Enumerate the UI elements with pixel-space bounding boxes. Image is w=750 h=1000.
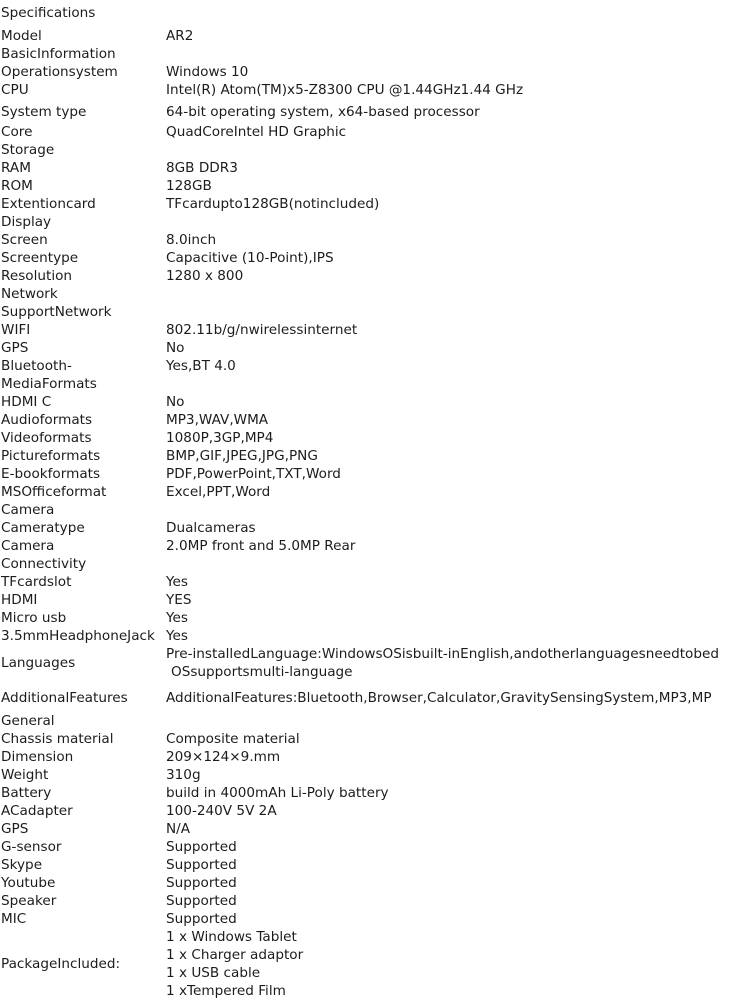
- spec-label: ACadapter: [1, 803, 73, 819]
- spec-values: [166, 357, 236, 375]
- spec-values: [166, 81, 523, 99]
- spec-value: AR2: [166, 28, 194, 44]
- spec-label: Pictureformats: [1, 448, 101, 464]
- spec-row: [0, 429, 750, 447]
- spec-value: AdditionalFeatures:Bluetooth,Browser,Calculator,GravitySensingSystem,MP3,MP: [166, 690, 712, 706]
- spec-row: [0, 874, 750, 892]
- spec-label: Network: [1, 286, 58, 302]
- spec-value: Pre-installedLanguage:WindowsOSisbuilt-inEnglish,andotherlanguagesneedtobed: [166, 646, 719, 662]
- spec-row: [0, 81, 750, 99]
- spec-value: Excel,PPT,Word: [166, 484, 271, 500]
- spec-row: [0, 689, 750, 707]
- spec-row: [0, 375, 750, 393]
- spec-value: YES: [166, 592, 192, 608]
- spec-label: Extentioncard: [1, 196, 96, 212]
- spec-label: System type: [1, 104, 87, 120]
- spec-value: Supported: [166, 911, 237, 927]
- spec-value: 2.0MP front and 5.0MP Rear: [166, 538, 356, 554]
- spec-row: [0, 838, 750, 856]
- spec-values: [166, 573, 188, 591]
- spec-row: [0, 411, 750, 429]
- spec-label: 3.5mmHeadphoneJack: [1, 628, 155, 644]
- spec-label: RAM: [1, 160, 31, 176]
- spec-label: BasicInformation: [1, 46, 116, 62]
- spec-values: [166, 411, 268, 429]
- page-title: Specifications: [1, 5, 96, 21]
- spec-value: 1 xTempered Film: [166, 983, 286, 999]
- spec-value: 8.0inch: [166, 232, 217, 248]
- spec-row: [0, 267, 750, 285]
- spec-values: [166, 645, 719, 681]
- spec-row: [0, 45, 750, 63]
- spec-values: [166, 627, 188, 645]
- spec-values: [166, 689, 712, 707]
- spec-values: [166, 748, 280, 766]
- spec-values: [166, 123, 346, 141]
- spec-value: Yes: [166, 610, 188, 626]
- spec-values: [166, 465, 341, 483]
- spec-values: [166, 519, 256, 537]
- spec-label: Audioformats: [1, 412, 93, 428]
- spec-value: 1 x Charger adaptor: [166, 947, 304, 963]
- spec-row: [0, 748, 750, 766]
- spec-value: OSsupportsmulti-language: [171, 664, 353, 680]
- spec-label: Weight: [1, 767, 49, 783]
- spec-value: No: [166, 394, 185, 410]
- spec-row: [0, 910, 750, 928]
- spec-values: [166, 856, 237, 874]
- spec-values: [166, 838, 237, 856]
- spec-row: [0, 766, 750, 784]
- spec-values: [166, 802, 277, 820]
- spec-row: [0, 303, 750, 321]
- spec-values: [166, 177, 212, 195]
- spec-row: [0, 892, 750, 910]
- spec-value: 310g: [166, 767, 201, 783]
- spec-label: GPS: [1, 821, 29, 837]
- spec-value: Supported: [166, 875, 237, 891]
- spec-label: Camera: [1, 502, 55, 518]
- spec-label: ROM: [1, 178, 33, 194]
- spec-value: No: [166, 340, 185, 356]
- spec-label: Bluetooth-: [1, 358, 72, 374]
- spec-label: TFcardslot: [1, 574, 72, 590]
- spec-value: 8GB DDR3: [166, 160, 238, 176]
- spec-values: [166, 730, 300, 748]
- spec-label: MIC: [1, 911, 27, 927]
- spec-value: Intel(R) Atom(TM)x5-Z8300 CPU @1.44GHz1.44 GHz: [166, 82, 524, 98]
- spec-values: [166, 892, 237, 910]
- spec-row: [0, 321, 750, 339]
- spec-label: Storage: [1, 142, 55, 158]
- spec-row: [0, 609, 750, 627]
- spec-values: [166, 820, 190, 838]
- spec-row: [0, 730, 750, 748]
- spec-value: Yes: [166, 628, 188, 644]
- spec-label: Camera: [1, 538, 55, 554]
- spec-row: [0, 645, 750, 681]
- spec-row: [0, 141, 750, 159]
- spec-row: [0, 573, 750, 591]
- spec-row: [0, 249, 750, 267]
- spec-values: [166, 591, 192, 609]
- spec-row: [0, 159, 750, 177]
- spec-values: [166, 63, 248, 81]
- spec-row: [0, 285, 750, 303]
- spec-value: 128GB: [166, 178, 212, 194]
- spec-value: N/A: [166, 821, 191, 837]
- spec-values: [166, 928, 303, 1000]
- spec-values: [166, 249, 334, 267]
- spec-label: G-sensor: [1, 839, 62, 855]
- spec-row: [0, 802, 750, 820]
- spec-value: Yes: [166, 574, 188, 590]
- spec-row: [0, 591, 750, 609]
- spec-row: [0, 393, 750, 411]
- spec-label: HDMI C: [1, 394, 52, 410]
- spec-label: Chassis material: [1, 731, 114, 747]
- spec-value: Yes,BT 4.0: [166, 358, 236, 374]
- spec-values: [166, 537, 355, 555]
- spec-values: [166, 339, 185, 357]
- spec-label: CPU: [1, 82, 29, 98]
- spec-value: 1080P,3GP,MP4: [166, 430, 274, 446]
- spec-value: 802.11b/g/nwirelessinternet: [166, 322, 358, 338]
- spec-label: Connectivity: [1, 556, 87, 572]
- spec-value: build in 4000mAh Li-Poly battery: [166, 785, 389, 801]
- spec-row: [0, 339, 750, 357]
- spec-value: Windows 10: [166, 64, 249, 80]
- spec-value: Capacitive (10-Point),IPS: [166, 250, 334, 266]
- spec-label: Battery: [1, 785, 52, 801]
- spec-row: [0, 447, 750, 465]
- spec-value: Dualcameras: [166, 520, 256, 536]
- spec-row: [0, 928, 750, 1000]
- spec-row: [0, 483, 750, 501]
- spec-value: MP3,WAV,WMA: [166, 412, 269, 428]
- spec-values: [166, 910, 237, 928]
- spec-label: Cameratype: [1, 520, 85, 536]
- spec-label: MSOfficeformat: [1, 484, 107, 500]
- spec-label: Display: [1, 214, 52, 230]
- spec-row: [0, 712, 750, 730]
- spec-row: [0, 103, 750, 121]
- spec-label: Skype: [1, 857, 43, 873]
- spec-value: BMP,GIF,JPEG,JPG,PNG: [166, 448, 318, 464]
- spec-label: MediaFormats: [1, 376, 97, 392]
- spec-row: [0, 555, 750, 573]
- spec-value: 209×124×9.mm: [166, 749, 281, 765]
- spec-value: PDF,PowerPoint,TXT,Word: [166, 466, 341, 482]
- spec-values: [166, 447, 318, 465]
- spec-row: [0, 231, 750, 249]
- spec-label: Screentype: [1, 250, 79, 266]
- spec-value: QuadCoreIntel HD Graphic: [166, 124, 347, 140]
- spec-value: Composite material: [166, 731, 300, 747]
- spec-row: [0, 465, 750, 483]
- spec-label: Dimension: [1, 749, 74, 765]
- spec-values: [166, 103, 480, 121]
- spec-values: [166, 429, 273, 447]
- spec-value: Supported: [166, 893, 237, 909]
- spec-values: [166, 159, 238, 177]
- spec-label: AdditionalFeatures: [1, 690, 128, 706]
- spec-value: 100-240V 5V 2A: [166, 803, 277, 819]
- spec-values: [166, 267, 243, 285]
- spec-label: WIFI: [1, 322, 31, 338]
- spec-label: HDMI: [1, 592, 38, 608]
- spec-values: [166, 195, 379, 213]
- spec-row: [0, 856, 750, 874]
- spec-label: Screen: [1, 232, 48, 248]
- spec-values: [166, 874, 237, 892]
- spec-value: 1 x Windows Tablet: [166, 929, 297, 945]
- spec-value: Supported: [166, 857, 237, 873]
- spec-values: [166, 483, 270, 501]
- spec-row: [0, 784, 750, 802]
- spec-values: [166, 27, 193, 45]
- spec-label: Operationsystem: [1, 64, 118, 80]
- spec-label: Languages: [1, 655, 76, 671]
- spec-row: [0, 501, 750, 519]
- spec-row: [0, 27, 750, 45]
- spec-label: General: [1, 713, 55, 729]
- spec-value: 64-bit operating system, x64-based processor: [166, 104, 480, 120]
- spec-row: [0, 177, 750, 195]
- spec-label: Core: [1, 124, 33, 140]
- spec-values: [166, 393, 185, 411]
- spec-label: Model: [1, 28, 42, 44]
- spec-row: [0, 213, 750, 231]
- spec-label: PackageIncluded:: [1, 956, 121, 972]
- spec-label: Videoformats: [1, 430, 92, 446]
- spec-values: [166, 609, 188, 627]
- spec-value: 1280 x 800: [166, 268, 244, 284]
- spec-row: [0, 519, 750, 537]
- spec-label: E-bookformats: [1, 466, 101, 482]
- spec-values: [166, 231, 216, 249]
- spec-label: SupportNetwork: [1, 304, 112, 320]
- spec-row: [0, 63, 750, 81]
- spec-row: [0, 357, 750, 375]
- spec-label: Speaker: [1, 893, 57, 909]
- spec-values: [166, 784, 389, 802]
- spec-value: Supported: [166, 839, 237, 855]
- spec-label: Resolution: [1, 268, 73, 284]
- spec-values: [166, 766, 201, 784]
- spec-label: Youtube: [1, 875, 56, 891]
- spec-row: [0, 123, 750, 141]
- spec-values: [166, 321, 357, 339]
- spec-row: [0, 195, 750, 213]
- spec-label: Micro usb: [1, 610, 67, 626]
- spec-value: TFcardupto128GB(notincluded): [166, 196, 380, 212]
- spec-value: 1 x USB cable: [166, 965, 261, 981]
- spec-row: [0, 820, 750, 838]
- spec-row: [0, 627, 750, 645]
- spec-row: [0, 537, 750, 555]
- spec-label: GPS: [1, 340, 29, 356]
